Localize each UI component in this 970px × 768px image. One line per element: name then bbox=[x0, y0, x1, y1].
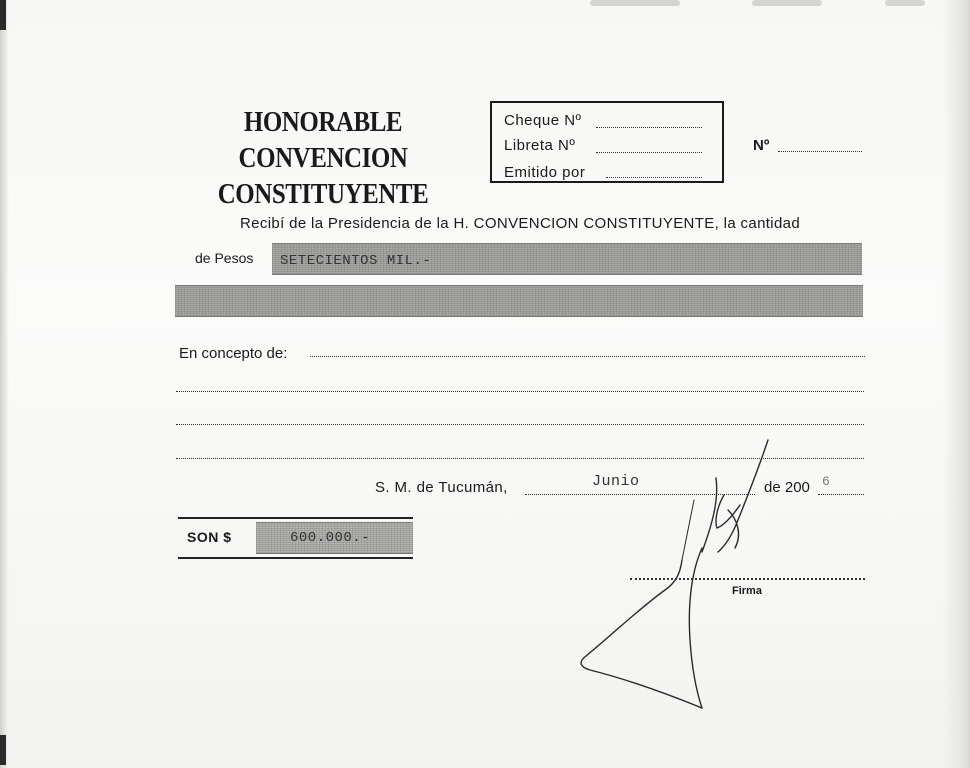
concepto-field-line-4[interactable] bbox=[176, 458, 864, 459]
year-field[interactable] bbox=[818, 494, 864, 495]
scan-left-edge bbox=[0, 0, 9, 768]
year-suffix: 6 bbox=[822, 474, 831, 489]
emitido-por-label: Emitido por bbox=[504, 164, 586, 181]
pesos-label: de Pesos bbox=[195, 250, 254, 266]
cheque-info-box bbox=[490, 101, 724, 183]
amount-in-words: SETECIENTOS MIL.- bbox=[280, 253, 432, 269]
concepto-label: En concepto de: bbox=[179, 345, 288, 362]
document-title bbox=[190, 104, 457, 212]
month-value: Junio bbox=[592, 473, 640, 490]
year-prefix: de 200 bbox=[764, 479, 810, 496]
cheque-number-field[interactable] bbox=[596, 127, 702, 128]
libreta-number-field[interactable] bbox=[596, 152, 702, 153]
concepto-field-line-3[interactable] bbox=[176, 424, 864, 425]
scan-smudge bbox=[752, 0, 822, 6]
concepto-field-line-1[interactable] bbox=[310, 356, 865, 357]
son-label: SON $ bbox=[187, 529, 232, 545]
title-line-1: HONORABLE CONVENCION bbox=[238, 106, 408, 174]
concepto-field-line-2[interactable] bbox=[176, 391, 864, 392]
libreta-number-label: Libreta Nº bbox=[504, 137, 576, 154]
emitido-por-field[interactable] bbox=[606, 177, 702, 178]
son-bottom-rule bbox=[178, 557, 413, 559]
firma-label: Firma bbox=[732, 585, 762, 597]
scan-right-edge bbox=[942, 0, 970, 768]
receipt-number-label: Nº bbox=[753, 137, 770, 154]
son-top-rule bbox=[178, 517, 413, 519]
cheque-number-label: Cheque Nº bbox=[504, 112, 582, 129]
title-line-2: CONSTITUYENTE bbox=[217, 178, 429, 210]
received-statement: Recibí de la Presidencia de la H. CONVENCION CONSTITUYENTE, la cantidad bbox=[240, 215, 801, 232]
scan-smudge bbox=[590, 0, 680, 6]
date-day-month-field[interactable] bbox=[525, 494, 755, 495]
amount-number: 600.000.- bbox=[290, 530, 371, 546]
scan-smudge bbox=[885, 0, 925, 6]
place-label: S. M. de Tucumán, bbox=[375, 479, 508, 496]
redacted-amount-continuation bbox=[175, 285, 863, 317]
signature-line[interactable] bbox=[630, 578, 865, 580]
receipt-number-field[interactable] bbox=[778, 151, 862, 152]
